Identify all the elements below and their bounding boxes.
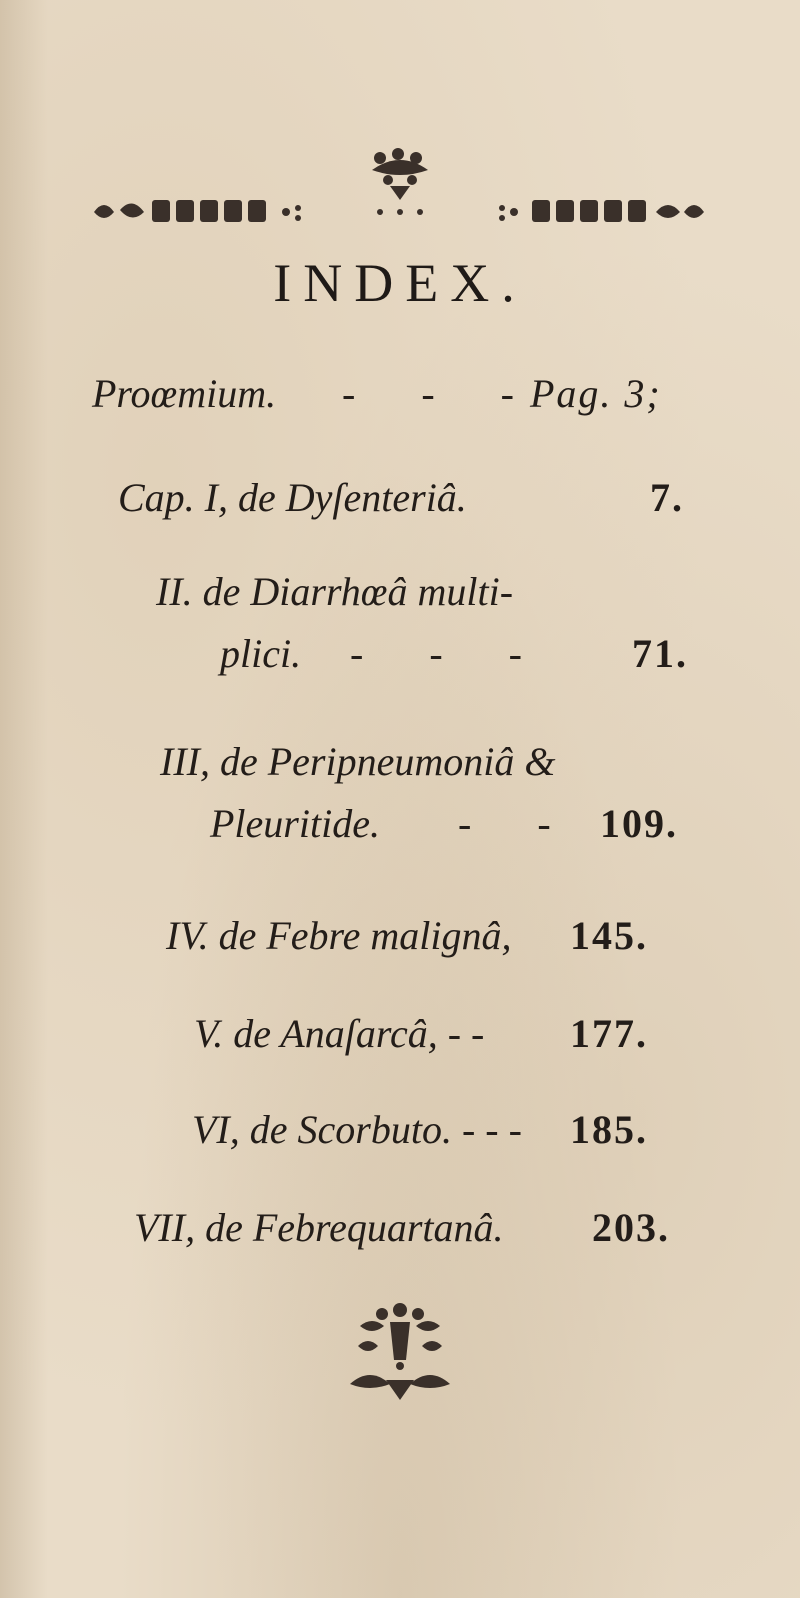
entry-page: 185. <box>570 1107 648 1152</box>
entry-label: VII, de Febrequartanâ. <box>134 1205 504 1250</box>
entry-label: Cap. I, de Dyſenteriâ. <box>118 475 467 520</box>
entry-label: Proœmium. <box>92 371 277 416</box>
entry-page: 203. <box>592 1205 670 1250</box>
index-entry-proemium <box>92 370 712 417</box>
index-entry-cap-2-line-2 <box>220 630 720 677</box>
entry-label: III, de Peripneumoniâ & <box>160 739 556 784</box>
entry-label: VI, de Scorbuto. - - - <box>192 1107 522 1152</box>
entry-page: 177. <box>570 1011 648 1056</box>
entry-dashes: - - - <box>342 371 542 416</box>
entry-label: V. de Anaſarcâ, - - <box>194 1011 485 1056</box>
index-entry-cap-6 <box>192 1106 712 1153</box>
entry-label: IV. de Febre malignâ, <box>166 913 512 958</box>
index-entry-cap-7 <box>134 1204 694 1251</box>
index-entry-cap-2-line-1 <box>156 568 656 615</box>
index-entry-cap-5 <box>194 1010 714 1057</box>
entry-page: Pag. 3; <box>530 371 662 416</box>
entry-page: 145. <box>570 913 648 958</box>
index-heading: INDEX. <box>273 253 527 313</box>
entry-page: 71. <box>632 631 688 676</box>
entry-page: 7. <box>650 475 684 520</box>
entry-label: Pleuritide. <box>210 801 380 846</box>
index-entry-cap-4 <box>166 912 706 959</box>
index-entry-cap-1 <box>118 474 718 521</box>
entry-dashes: - - - <box>350 631 550 676</box>
index-entry-cap-3-line-2 <box>210 800 730 847</box>
entry-label: II. de Diarrhœâ multi- <box>156 569 514 614</box>
fleuron-tailpiece-icon <box>320 1300 480 1410</box>
index-entry-cap-3-line-1 <box>160 738 680 785</box>
fleuron-band-icon <box>80 140 720 240</box>
entry-page: 109. <box>600 801 678 846</box>
entry-label: plici. <box>220 631 302 676</box>
entry-dashes: - - <box>458 801 579 846</box>
